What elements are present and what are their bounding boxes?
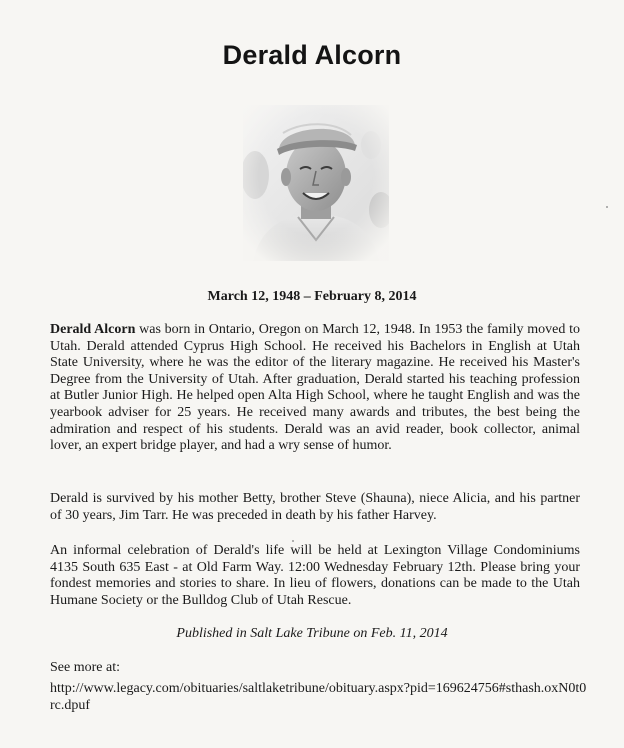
publication-note: Published in Salt Lake Tribune on Feb. 11, 2014: [176, 626, 448, 641]
see-more-label: See more at:: [50, 660, 120, 675]
lead-name: Derald Alcorn: [50, 322, 136, 337]
portrait-photo: [243, 105, 389, 261]
biography-text: was born in Ontario, Oregon on March 12, 1948. In 1953 the family moved to Utah. Derald attended Cyprus High School. He received his Bachelors in English at Utah State University, where he was the editor of the literary magazine. He received his Master's Degree from the University of Utah. After graduation, Derald started his teaching profession at Butler Junior High. He helped open Alta High School, where he taught English and was the yearbook adviser for 25 years. He received many awards and tributes, the best being the admiration and respect of his students. Derald was an avid reader, book collector, animal lover, an expert bridge player, and had a wry sense of humor.: [50, 322, 581, 454]
biography-paragraph: [50, 322, 580, 455]
scan-speck: [292, 540, 294, 542]
source-url: http://www.legacy.com/obituaries/saltlaketribune/obituary.aspx?pid=169624756#sthash.oxN0t0rc.dpuf: [50, 681, 587, 713]
scan-speck: [606, 206, 608, 208]
survivors-paragraph: Derald is survived by his mother Betty, brother Steve (Shauna), niece Alicia, and his partner of 30 years, Jim Tarr. He was preceded in death by his father Harvey.: [50, 491, 580, 523]
page-title: Derald Alcorn: [222, 40, 402, 70]
celebration-paragraph: An informal celebration of Derald's life will be held at Lexington Village Condominiums 4135 South 635 East - at Old Farm Way. 12:00 Wednesday February 12th. Please bring your fondest memories and stories to share. In lieu of flowers, donations can be made to the Utah Humane Society or the Bulldog Club of Utah Rescue.: [50, 543, 580, 608]
life-dates: March 12, 1948 – February 8, 2014: [207, 289, 417, 304]
